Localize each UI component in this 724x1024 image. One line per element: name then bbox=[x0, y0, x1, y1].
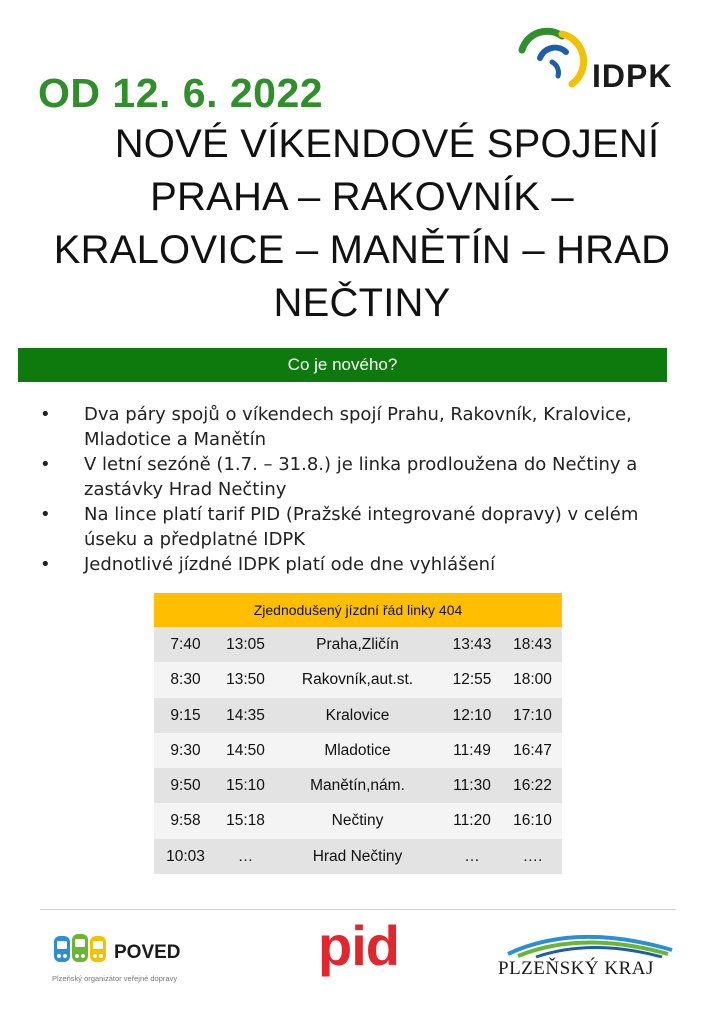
table-cell: Praha,Zličín bbox=[316, 636, 399, 653]
table-row bbox=[154, 803, 562, 838]
table-cell: Manětín,nám. bbox=[310, 777, 405, 795]
title-line-1: NOVÉ VÍKENDOVÉ SPOJENÍ bbox=[114, 122, 660, 166]
poved-logo-text: POVED bbox=[114, 942, 181, 963]
table-cell: 13:43 bbox=[452, 636, 492, 653]
list-item-text: Dva páry spojů o víkendech spojí Prahu, Rakovník, Kralovice, Mladotice a Manětín bbox=[84, 404, 632, 450]
table-cell: 12:10 bbox=[452, 706, 492, 724]
timetable-title: Zjednodušený jízdní řád linky 404 bbox=[154, 593, 562, 627]
table-cell: 18:00 bbox=[513, 671, 552, 689]
title-line-2: PRAHA – RAKOVNÍK – bbox=[150, 175, 574, 219]
table-cell: …. bbox=[522, 847, 543, 865]
table-cell: 18:43 bbox=[513, 636, 552, 653]
table-cell: 13:05 bbox=[226, 636, 265, 653]
table-cell: 11:49 bbox=[453, 741, 491, 759]
table-cell: 16:22 bbox=[513, 777, 552, 795]
table-cell: Kralovice bbox=[325, 706, 390, 724]
table-cell: 14:35 bbox=[226, 706, 265, 724]
list-item-text: Na lince platí tarif PID (Pražské integrované dopravy) v celém úseku a předplatné IDPK bbox=[84, 504, 639, 550]
table-cell: 17:10 bbox=[513, 706, 552, 724]
table-row bbox=[154, 662, 562, 697]
timetable bbox=[154, 593, 562, 874]
table-cell: 9:30 bbox=[170, 741, 201, 759]
table-cell: 10:03 bbox=[166, 847, 205, 865]
footer-divider bbox=[40, 909, 676, 910]
table-cell: … bbox=[464, 847, 480, 865]
news-list bbox=[40, 402, 680, 577]
title-line-3: KRALOVICE – MANĚTÍN – HRAD bbox=[53, 228, 671, 272]
table-cell: 15:10 bbox=[226, 777, 265, 795]
plzensky-kraj-text: PLZEŇSKÝ KRAJ bbox=[498, 958, 654, 979]
table-row bbox=[154, 698, 562, 733]
bus-tram-train-icon bbox=[52, 930, 110, 970]
list-item-text: Jednotlivé jízdné IDPK platí ode dne vyhlášení bbox=[84, 554, 496, 575]
table-cell: 14:50 bbox=[226, 741, 265, 759]
kraj-arc-logo-icon bbox=[496, 928, 676, 958]
table-cell: 12:55 bbox=[452, 671, 492, 689]
table-cell: 7:40 bbox=[170, 636, 201, 653]
list-item bbox=[40, 502, 680, 552]
table-cell: 16:47 bbox=[513, 741, 552, 759]
idpk-logo bbox=[518, 26, 678, 92]
pid-logo: pid bbox=[318, 914, 399, 977]
plzensky-kraj-logo bbox=[496, 928, 676, 988]
bullet-icon: • bbox=[40, 404, 51, 425]
table-row bbox=[154, 768, 562, 803]
whats-new-banner: Co je nového? bbox=[18, 348, 667, 382]
table-cell: 9:15 bbox=[170, 706, 201, 724]
table-cell: Rakovník,aut.st. bbox=[301, 671, 414, 689]
table-cell: Hrad Nečtiny bbox=[312, 847, 403, 865]
table-cell: 13:50 bbox=[226, 671, 265, 689]
poved-logo bbox=[52, 930, 232, 990]
page-title bbox=[20, 118, 704, 330]
table-cell: 9:50 bbox=[170, 777, 201, 795]
table-cell: 11:30 bbox=[453, 777, 491, 795]
bullet-icon: • bbox=[40, 554, 51, 575]
list-item bbox=[40, 552, 680, 577]
title-line-4: NEČTINY bbox=[273, 281, 451, 325]
table-row bbox=[154, 733, 562, 768]
table-cell: Nečtiny bbox=[331, 812, 384, 830]
table-cell: 16:10 bbox=[513, 812, 552, 830]
table-cell: 9:58 bbox=[170, 812, 201, 830]
poved-subtitle: Plzeňský organizátor veřejné dopravy bbox=[52, 974, 178, 983]
bullet-icon: • bbox=[40, 454, 51, 475]
effective-date: OD 12. 6. 2022 bbox=[38, 70, 324, 116]
table-row bbox=[154, 839, 562, 874]
list-item bbox=[40, 452, 680, 502]
idpk-arc-logo-icon bbox=[518, 26, 588, 92]
table-row bbox=[154, 627, 562, 662]
table-cell: Mladotice bbox=[324, 741, 391, 759]
list-item bbox=[40, 402, 680, 452]
bullet-icon: • bbox=[40, 504, 51, 525]
table-cell: 11:20 bbox=[453, 812, 491, 830]
table-cell: 8:30 bbox=[170, 671, 201, 689]
table-cell: … bbox=[237, 847, 254, 865]
list-item-text: V letní sezóně (1.7. – 31.8.) je linka prodloužena do Nečtiny a zastávky Hrad Nečtiny bbox=[84, 454, 638, 500]
idpk-logo-text: IDPK bbox=[592, 58, 673, 94]
table-cell: 15:18 bbox=[226, 812, 265, 830]
